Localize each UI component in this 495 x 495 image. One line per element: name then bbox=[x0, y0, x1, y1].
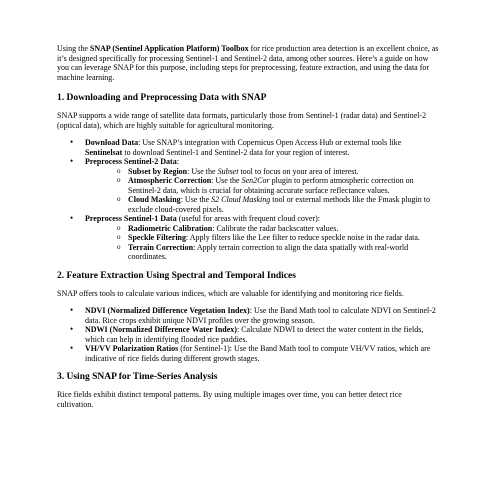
section-1-heading: 1. Downloading and Preprocessing Data with SNAP bbox=[57, 93, 267, 103]
section-2-heading: 2. Feature Extraction Using Spectral and Temporal Indices bbox=[57, 270, 296, 281]
sublist-item-speckle bbox=[85, 233, 439, 243]
download-data-text: : Use SNAP’s integration with Copernicus Open Access Hub or external tools like bbox=[138, 138, 402, 147]
preprocess-s2-sublist bbox=[85, 167, 439, 215]
list-item-preprocess-s2 bbox=[57, 157, 439, 214]
sublist-item-cloud bbox=[85, 195, 439, 214]
preprocess-s1-text: (useful for areas with frequent cloud cover): bbox=[176, 214, 320, 223]
list-item-ndwi bbox=[57, 325, 439, 344]
subset-text: : Use the bbox=[187, 166, 218, 176]
intro-text-start: Using the bbox=[57, 44, 90, 53]
terrain-label: Terrain Correction bbox=[128, 242, 194, 252]
ndvi-text: : Use the Band Math tool to calculate NDVI on Sentinel-2 data. Rice crops exhibit unique NDVI profiles over the growing season. bbox=[85, 306, 436, 325]
sentinelsat-label: Sentinelsat bbox=[85, 147, 123, 157]
cloud-text-end: tool or external methods like the Fmask plugin to exclude cloud-covered pixels. bbox=[128, 195, 430, 214]
speckle-text: : Apply filters like the Lee filter to reduce speckle noise in the radar data. bbox=[186, 233, 420, 242]
cloud-label: Cloud Masking bbox=[128, 195, 181, 204]
download-data-text-end: to download Sentinel-1 and Sentinel-2 data for your region of interest. bbox=[122, 147, 350, 157]
list-item-preprocess-s1 bbox=[57, 214, 439, 262]
atmospheric-label: Atmospheric Correction bbox=[128, 176, 212, 185]
section-3-paragraph: Rice fields exhibit distinct temporal patterns. By using multiple images over time, you can better detect rice cultivation. bbox=[57, 390, 402, 409]
intro-text-end: for rice production area detection is an excellent choice, as it’s designed specifically for processing Sentinel-1 and Sentinel-2 data, among other sources. Here’s a guide on how you can leverage SNAP for this purpose, including steps for preprocessing, feature extraction, and using the data for machine learning. bbox=[57, 44, 439, 82]
section-3-heading: 3. Using SNAP for Time-Series Analysis bbox=[57, 372, 218, 382]
ndvi-label: NDVI (Normalized Difference Vegetation Index) bbox=[85, 306, 250, 315]
radiometric-text: : Calibrate the radar backscatter values. bbox=[212, 223, 339, 233]
list-item-vhvv bbox=[57, 344, 439, 363]
ndwi-text: : Calculate NDWI to detect the water content in the fields, which can help in identifying flooded rice paddies. bbox=[85, 325, 424, 344]
radiometric-label: Radiometric Calibration bbox=[128, 223, 213, 233]
speckle-label: Speckle Filtering bbox=[128, 233, 186, 242]
vhvv-text: (for Sentinel-1): Use the Band Math tool to compute VH/VV ratios, which are indicative of rice fields during different growth stages. bbox=[85, 344, 431, 363]
preprocess-s1-sublist bbox=[85, 224, 439, 262]
cloud-text: : Use the bbox=[180, 195, 212, 204]
subset-text-end: tool to focus on your area of interest. bbox=[238, 166, 359, 176]
subset-label: Subset by Region bbox=[128, 166, 188, 176]
sublist-item-subset bbox=[85, 167, 439, 177]
sublist-item-radiometric bbox=[85, 224, 439, 234]
section-1-list bbox=[57, 138, 439, 262]
preprocess-s2-colon: : bbox=[176, 157, 179, 166]
ndwi-label: NDWI (Normalized Difference Water Index) bbox=[85, 325, 237, 334]
intro-toolbox-name: SNAP (Sentinel Application Platform) Toolbox bbox=[89, 44, 249, 53]
preprocess-s2-label: Preprocess Sentinel-2 Data bbox=[85, 157, 177, 166]
subset-tool-name: Subset bbox=[217, 166, 239, 176]
section-2-paragraph: SNAP offers tools to calculate various indices, which are valuable for identifying and monitoring rice fields. bbox=[57, 288, 404, 298]
cloud-tool-name: S2 Cloud Masking bbox=[211, 195, 271, 204]
atmospheric-text: : Use the bbox=[211, 176, 242, 185]
download-data-label: Download Data bbox=[85, 138, 139, 147]
section-2-list bbox=[57, 306, 439, 363]
sen2cor-name: Sen2Cor bbox=[241, 176, 270, 185]
preprocess-s1-label: Preprocess Sentinel-1 Data bbox=[85, 214, 177, 223]
sublist-item-terrain bbox=[85, 243, 439, 262]
sublist-item-atmospheric bbox=[85, 176, 439, 195]
atmospheric-text-end: plugin to perform atmospheric correction on Sentinel-2 data, which is crucial for obtaining accurate surface reflectance values. bbox=[128, 176, 414, 195]
intro-paragraph bbox=[57, 44, 439, 82]
vhvv-label: VH/VV Polarization Ratios bbox=[85, 344, 179, 353]
section-1-paragraph: SNAP supports a wide range of satellite data formats, particularly those from Sentinel-1 (radar data) and Sentinel-2 (optical data), which are highly suitable for agricultural monitoring. bbox=[57, 111, 427, 130]
list-item-download-data bbox=[57, 138, 439, 157]
list-item-ndvi bbox=[57, 306, 439, 325]
terrain-text: : Apply terrain correction to align the data spatially with real-world coordinates. bbox=[128, 242, 409, 261]
